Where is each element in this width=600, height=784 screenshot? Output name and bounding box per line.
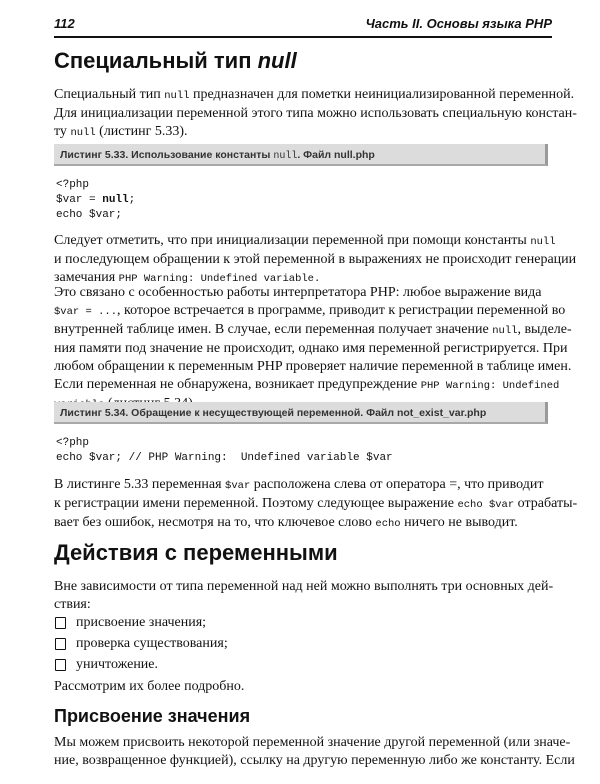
part-title: Часть II. Основы языка PHP	[365, 16, 552, 31]
page-number: 112	[54, 16, 75, 31]
list-item: уничтожение.	[54, 656, 228, 677]
paragraph-listing-explanation: В листинге 5.33 переменная $var расположена слева от оператора =, что приводит к регистрации имени переменной. Поэтому следующее выражение echo $var отрабаты- вает без ошибок, несмотря на то, что ключевое слово echo ничего не выводит.	[54, 477, 578, 530]
title-text: Специальный тип	[54, 48, 258, 73]
list-item: присвоение значения;	[54, 614, 228, 635]
section-title-variable-actions: Действия с переменными	[54, 540, 338, 565]
intro-paragraph: Специальный тип null предназначен для пометки неинициализированной переменной. Для инициализации переменной этого типа можно использовать специальную констан- ту null (листинг 5.33).	[54, 87, 577, 139]
running-header	[54, 12, 552, 38]
paragraph-actions-outro: Рассмотрим их более подробно.	[54, 679, 245, 694]
code-listing-5-34: <?php echo $var; // PHP Warning: Undefined variable $var	[56, 437, 393, 464]
code-listing-5-33: <?php $var = null; echo $var;	[56, 179, 136, 221]
subsection-title-assignment: Присвоение значения	[54, 706, 251, 726]
paragraph-null-constant: Следует отметить, что при инициализации переменной при помощи константы null и последующем обращении к этой переменной в выражениях не происходит генерации замечания PHP Warning: Undefined variable.	[54, 233, 577, 285]
title-keyword: null	[257, 48, 297, 73]
listing-caption-5-34: Листинг 5.34. Обращение к несуществующей переменной. Файл not_exist_var.php	[54, 402, 548, 424]
paragraph-assignment: Мы можем присвоить некоторой переменной значение другой переменной (или значе- ние, возвращенное функцией), ссылку на другую переменную либо же константу. Если	[54, 735, 575, 768]
section-title-null-type	[54, 48, 297, 74]
checkbox-icon	[55, 638, 66, 650]
listing-caption-5-33: Листинг 5.33. Использование константы null. Файл null.php	[54, 144, 548, 166]
checkbox-icon	[55, 617, 66, 629]
checkbox-icon	[55, 659, 66, 671]
paragraph-actions-intro: Вне зависимости от типа переменной над ней можно выполнять три основных дей- ствия:	[54, 579, 554, 612]
actions-list	[54, 614, 228, 677]
list-item: проверка существования;	[54, 635, 228, 656]
paragraph-interpreter: Это связано с особенностью работы интерпретатора PHP: любое выражение вида $var = ..., которое встречается в программе, приводит к регистрации переменной во внутренней таблице имен. В случае, если переменная получает значение null, выделе- ния памяти под значение не происходит, однако имя переменной регистрируется. При любом обращении к переменным PHP проверяет наличие переменной в таблице имен. Если переменная не обнаружена, возникает предупреждение PHP Warning: Undefined	[54, 285, 572, 392]
